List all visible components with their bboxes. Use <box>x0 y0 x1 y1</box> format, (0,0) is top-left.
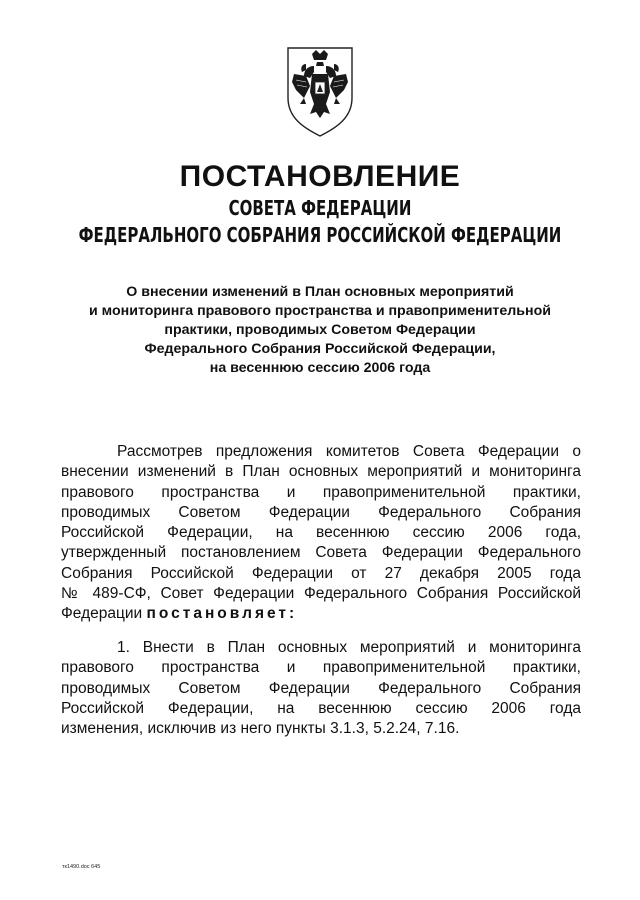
document-type-heading: ПОСТАНОВЛЕНИЕ <box>179 160 461 193</box>
paragraph-line: внесении изменений в План основных мероприятий и мониторинга <box>61 463 581 481</box>
paragraph-line: № 489-СФ, Совет Федерации Федерального Собрания Российской <box>61 585 581 603</box>
paragraph-line: 1. Внести в План основных мероприятий и мониторинга <box>117 639 581 656</box>
preamble-paragraph <box>61 442 581 625</box>
paragraph-line: Собрания Российской Федерации от 27 декабря 2005 года <box>61 564 581 582</box>
paragraph-line: Российской Федерации, на весеннюю сессию 2006 года, <box>61 524 581 542</box>
paragraph-line: правового пространства и правоприменительной практики, <box>61 659 581 677</box>
subject-line: практики, проводимых Советом Федерации <box>164 322 476 338</box>
paragraph-line: Рассмотрев предложения комитетов Совета Федерации о <box>117 443 581 460</box>
paragraph-line: изменения, исключив из него пункты 3.1.3, 5.2.24, 7.16. <box>61 720 460 738</box>
subject-line: Федерального Собрания Российской Федерации, <box>144 341 496 357</box>
decision-item-1 <box>61 638 581 739</box>
paragraph-line: проводимых Советом Федерации Федерального Собрания <box>61 679 581 697</box>
subject-line: на весеннюю сессию 2006 года <box>209 360 431 376</box>
issuer-line-2: ФЕДЕРАЛЬНОГО СОБРАНИЯ РОССИЙСКОЙ ФЕДЕРАЦИИ <box>78 222 562 248</box>
footer-file-code: тк1490.doc 645 <box>62 864 101 870</box>
paragraph-line: Российской Федерации, на весеннюю сессию 2006 года <box>61 699 581 717</box>
paragraph-line: утвержденный постановлением Совета Федерации Федерального <box>61 544 581 562</box>
document-subject <box>40 283 600 378</box>
paragraph-line: проводимых Советом Федерации Федерального Собрания <box>61 503 581 521</box>
subject-line: О внесении изменений в План основных мероприятий <box>126 284 514 300</box>
decision-word: постановляет: <box>146 605 298 623</box>
issuer-line-1: СОВЕТА ФЕДЕРАЦИИ <box>228 195 412 221</box>
final-line-prefix: Федерации <box>61 605 143 623</box>
subject-line: и мониторинга правового пространства и правоприменительной <box>89 303 551 319</box>
paragraph-line-final <box>61 604 581 624</box>
paragraph-line: правового пространства и правоприменительной практики, <box>61 483 581 501</box>
coat-of-arms-icon <box>270 40 370 140</box>
